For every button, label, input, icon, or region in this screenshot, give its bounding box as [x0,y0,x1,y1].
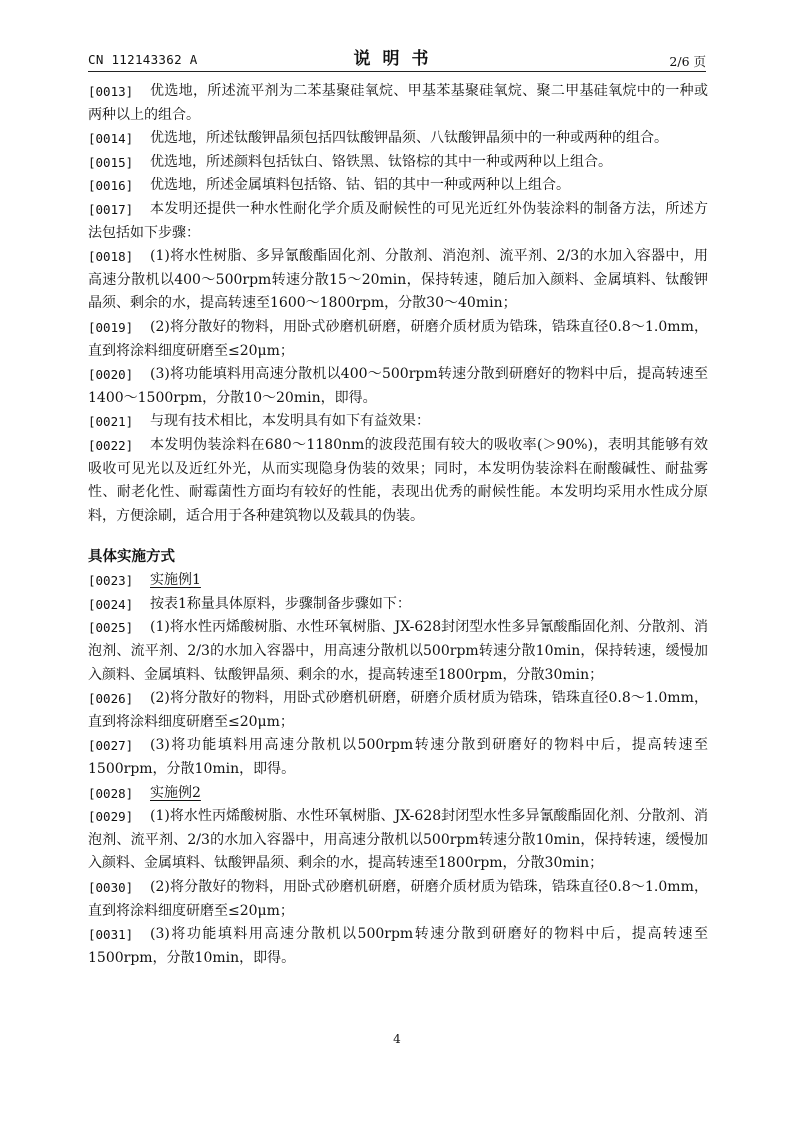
paragraph-text [88,569,708,593]
paragraph-content: 优选地，所述流平剂为二苯基聚硅氧烷、甲基苯基聚硅氧烷、聚二甲基硅氧烷中的一种或两种以上的组合。 [88,83,708,123]
paragraph-content: (2)将分散好的物料，用卧式砂磨机研磨，研磨介质材质为锆珠，锆珠直径0.8～1.0mm，直到将涂料细度研磨至≤20μm； [88,879,708,919]
paragraph-number: [0014] [88,131,134,147]
paragraph-text [88,434,708,528]
paragraph-text [88,876,708,923]
paragraph-number: [0022] [88,437,134,453]
paragraph-content: (1)将水性丙烯酸树脂、水性环氧树脂、JX-628封闭型水性多异氰酸酯固化剂、分散剂、消泡剂、流平剂、2/3的水加入容器中，用高速分散机以500rpm转速分散10min，保持转速，缓慢加入颜料、金属填料、钛酸钾晶须、剩余的水，提高转速至1800rpm，分散30min； [88,808,708,872]
paragraph-number: [0015] [88,154,134,170]
paragraph-text [88,245,708,316]
paragraph-number: [0027] [88,738,134,754]
paragraph-text [88,80,708,127]
paragraph-content: (2)将分散好的物料，用卧式砂磨机研磨，研磨介质材质为锆珠，锆珠直径0.8～1.0mm，直到将涂料细度研磨至≤20μm； [88,690,708,730]
paragraph-number: [0031] [88,927,134,943]
document-body [88,80,708,970]
paragraph-number: [0021] [88,414,134,430]
paragraph [88,363,708,410]
paragraph [88,434,708,528]
paragraph-number: [0020] [88,367,134,383]
paragraph-number: [0013] [88,84,134,99]
paragraph [88,80,708,127]
page-number: 4 [393,1032,401,1046]
paragraph [88,569,708,593]
paragraph [88,127,708,151]
paragraph-content: (3)将功能填料用高速分散机以500rpm转速分散到研磨好的物料中后，提高转速至1500rpm，分散10min，即得。 [88,737,708,778]
section-heading: 具体实施方式 [88,548,175,566]
paragraph-content: (3)将功能填料用高速分散机以400～500rpm转速分散到研磨好的物料中后，提高转速至1400～1500rpm，分散10～20min，即得。 [88,366,708,406]
paragraph-content: 优选地，所述钛酸钾晶须包括四钛酸钾晶须、八钛酸钾晶须中的一种或两种的组合。 [150,130,668,147]
paragraph-number: [0019] [88,319,134,335]
paragraph [88,616,708,687]
paragraph [88,410,708,434]
paragraph [88,782,708,806]
paragraph-content: (1)将水性树脂、多异氰酸酯固化剂、分散剂、消泡剂、流平剂、2/3的水加入容器中，用高速分散机以400～500rpm转速分散15～20min，保持转速，随后加入颜料、金属填料、钛酸钾晶须、剩余的水，提高转速至1600～1800rpm，分散30～40min； [88,248,708,312]
example-heading: 实施例1 [150,572,201,589]
paragraph [88,734,708,781]
paragraph-text [88,174,708,198]
page-header [88,44,706,70]
paragraph-content: 优选地，所述金属填料包括铬、钴、铝的其中一种或两种以上组合。 [150,177,570,194]
paragraph [88,151,708,175]
paragraph-text [88,593,708,617]
paragraph-content: (2)将分散好的物料，用卧式砂磨机研磨，研磨介质材质为锆珠，锆珠直径0.8～1.0mm，直到将涂料细度研磨至≤20μm； [88,318,708,359]
paragraph-text [88,198,708,245]
paragraph [88,876,708,923]
paragraph-text [88,734,708,781]
paragraph-text [88,316,708,363]
paragraph-text [88,363,708,410]
paragraph-group-claims [88,80,708,528]
paragraph-content: 本发明还提供一种水性耐化学介质及耐候性的可见光近红外伪装涂料的制备方法，所述方法包括如下步骤： [88,200,708,241]
document-title: 说明书 [353,49,441,69]
publication-number: CN 112143362 A [88,52,198,67]
paragraph-number: [0023] [88,573,134,589]
paragraph-number: [0030] [88,880,134,895]
paragraph [88,316,708,363]
paragraph-content: 优选地，所述颜料包括钛白、铬铁黑、钛铬棕的其中一种或两种以上组合。 [150,153,612,170]
paragraph [88,174,708,198]
paragraph-group-embodiments [88,569,708,970]
paragraph-number: [0028] [88,785,134,801]
paragraph-text [88,151,708,175]
paragraph-number: [0024] [88,596,134,612]
paragraph-text [88,127,708,151]
paragraph-content: (3)将功能填料用高速分散机以500rpm转速分散到研磨好的物料中后，提高转速至1500rpm，分散10min，即得。 [88,926,708,966]
paragraph-content: 与现有技术相比，本发明具有如下有益效果： [150,413,430,430]
page-indicator: 2/6 页 [669,54,706,69]
header-divider [88,71,706,72]
paragraph-text [88,805,708,876]
paragraph [88,245,708,316]
paragraph-text [88,687,708,734]
paragraph-number: [0029] [88,809,134,825]
paragraph [88,593,708,617]
paragraph-text [88,410,708,434]
paragraph-number: [0026] [88,691,134,707]
paragraph-number: [0017] [88,201,134,217]
paragraph [88,805,708,876]
paragraph-text [88,616,708,687]
paragraph-content: 按表1称量具体原料，步骤制备步骤如下： [150,595,411,612]
example-heading: 实施例2 [150,784,201,801]
paragraph-content: 本发明伪装涂料在680～1180nm的波段范围有较大的吸收率(＞90%)，表明其能够有效吸收可见光以及近红外光，从而实现隐身伪装的效果；同时，本发明伪装涂料在耐酸碱性、耐盐雾性、耐老化性、耐霉菌性方面均有较好的性能，表现出优秀的耐候性能。本发明均采用水性成分原料，方便涂刷，适合用于各种建筑物以及载具的伪装。 [88,436,708,524]
paragraph-number: [0018] [88,249,134,265]
paragraph-number: [0016] [88,178,134,194]
paragraph [88,923,708,970]
paragraph-text [88,782,708,806]
paragraph-text [88,923,708,970]
paragraph-content: (1)将水性丙烯酸树脂、水性环氧树脂、JX-628封闭型水性多异氰酸酯固化剂、分散剂、消泡剂、流平剂、2/3的水加入容器中，用高速分散机以500rpm转速分散10min，保持转速，缓慢加入颜料、金属填料、钛酸钾晶须、剩余的水，提高转速至1800rpm，分散30min； [88,619,708,683]
paragraph [88,198,708,245]
paragraph [88,687,708,734]
paragraph-number: [0025] [88,620,134,636]
